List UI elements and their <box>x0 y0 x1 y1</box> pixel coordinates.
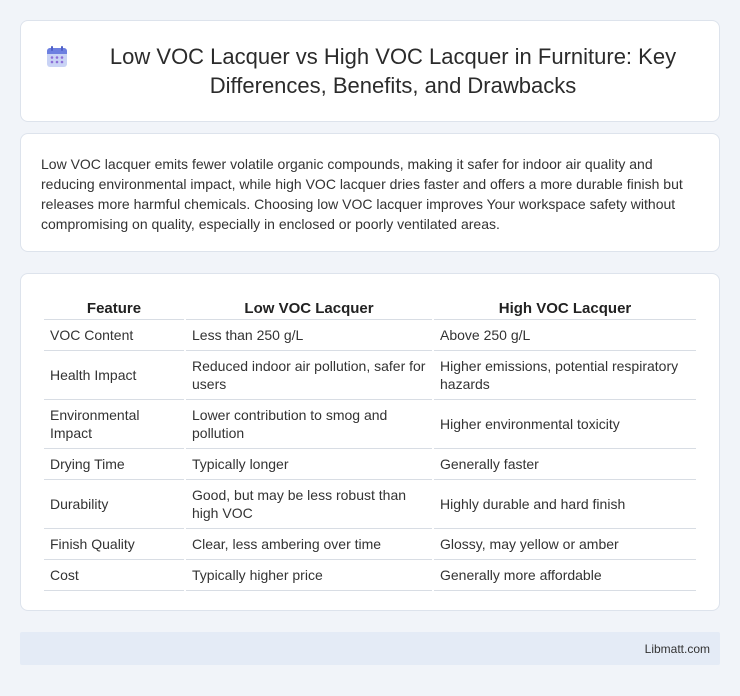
title-wrap <box>21 21 719 121</box>
high-voc-cell: Generally faster <box>434 449 696 480</box>
footer-site-link[interactable]: Libmatt.com <box>644 642 710 656</box>
comparison-table <box>42 294 698 591</box>
feature-cell: Finish Quality <box>44 529 184 560</box>
feature-cell: Cost <box>44 560 184 591</box>
page-title: Low VOC Lacquer vs High VOC Lacquer in Furniture: Key Differences, Benefits, and Drawbacks <box>109 44 677 98</box>
column-header-feature: Feature <box>44 294 184 320</box>
high-voc-cell: Glossy, may yellow or amber <box>434 529 696 560</box>
table-row <box>44 320 696 351</box>
high-voc-cell: Higher environmental toxicity <box>434 400 696 449</box>
high-voc-cell: Highly durable and hard finish <box>434 480 696 529</box>
table-row <box>44 560 696 591</box>
low-voc-cell: Typically higher price <box>186 560 432 591</box>
high-voc-cell: Higher emissions, potential respiratory hazards <box>434 351 696 400</box>
feature-cell: VOC Content <box>44 320 184 351</box>
low-voc-cell: Reduced indoor air pollution, safer for users <box>186 351 432 400</box>
comparison-card <box>20 273 720 611</box>
feature-cell: Health Impact <box>44 351 184 400</box>
low-voc-cell: Good, but may be less robust than high VOC <box>186 480 432 529</box>
table-row <box>44 529 696 560</box>
low-voc-cell: Less than 250 g/L <box>186 320 432 351</box>
low-voc-cell: Lower contribution to smog and pollution <box>186 400 432 449</box>
low-voc-cell: Clear, less ambering over time <box>186 529 432 560</box>
table-row <box>44 480 696 529</box>
low-voc-cell: Typically longer <box>186 449 432 480</box>
table-row <box>44 449 696 480</box>
high-voc-cell: Above 250 g/L <box>434 320 696 351</box>
table-row <box>44 351 696 400</box>
high-voc-cell: Generally more affordable <box>434 560 696 591</box>
calendar-icon <box>45 45 69 69</box>
table-row <box>44 400 696 449</box>
column-header-low-voc: Low VOC Lacquer <box>186 294 432 320</box>
feature-cell: Durability <box>44 480 184 529</box>
table-header-row <box>44 294 696 320</box>
footer-bar <box>20 632 720 665</box>
feature-cell: Environmental Impact <box>44 400 184 449</box>
title-card <box>20 20 720 122</box>
intro-card <box>20 133 720 252</box>
column-header-high-voc: High VOC Lacquer <box>434 294 696 320</box>
intro-paragraph: Low VOC lacquer emits fewer volatile organic compounds, making it safer for indoor air quality and reducing environmental impact, while high VOC lacquer dries faster and offers a more durable finish but releases more harmful chemicals. Choosing low VOC lacquer improves Your workspace safety without compromising on quality, especially in enclosed or poorly ventilated areas. <box>41 156 683 232</box>
feature-cell: Drying Time <box>44 449 184 480</box>
